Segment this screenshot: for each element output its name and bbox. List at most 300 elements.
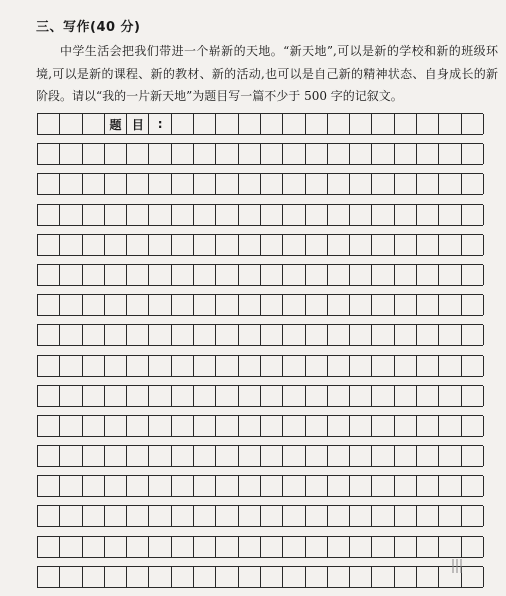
writing-cell[interactable] [350, 446, 372, 466]
writing-cell[interactable] [261, 506, 283, 526]
writing-cell[interactable] [283, 446, 305, 466]
writing-cell[interactable] [439, 174, 461, 194]
writing-cell[interactable] [328, 205, 350, 225]
writing-cell[interactable] [105, 506, 127, 526]
writing-cell[interactable] [60, 416, 82, 436]
writing-cell[interactable] [306, 114, 328, 134]
writing-cell[interactable] [127, 235, 149, 255]
writing-cell[interactable] [83, 356, 105, 376]
writing-cell[interactable] [127, 205, 149, 225]
writing-cell[interactable] [372, 144, 394, 164]
writing-cell[interactable] [395, 416, 417, 436]
writing-cell[interactable] [38, 235, 60, 255]
writing-cell[interactable] [149, 506, 171, 526]
writing-cell[interactable] [172, 114, 194, 134]
writing-cell[interactable] [372, 386, 394, 406]
writing-cell[interactable] [328, 174, 350, 194]
writing-cell[interactable] [417, 356, 439, 376]
writing-cell[interactable] [350, 174, 372, 194]
writing-cell[interactable] [283, 356, 305, 376]
writing-cell[interactable] [216, 265, 238, 285]
writing-cell[interactable] [194, 114, 216, 134]
writing-cell[interactable] [38, 144, 60, 164]
writing-cell[interactable] [60, 567, 82, 587]
writing-cell[interactable] [306, 356, 328, 376]
writing-cell[interactable] [350, 416, 372, 436]
writing-cell[interactable] [328, 506, 350, 526]
writing-cell[interactable] [105, 386, 127, 406]
writing-cell[interactable] [417, 325, 439, 345]
writing-cell[interactable] [283, 295, 305, 315]
writing-cell[interactable] [372, 325, 394, 345]
writing-cell[interactable] [83, 174, 105, 194]
writing-cell[interactable] [172, 265, 194, 285]
writing-cell[interactable] [149, 476, 171, 496]
writing-cell[interactable] [83, 325, 105, 345]
writing-cell[interactable] [328, 235, 350, 255]
writing-cell[interactable] [172, 174, 194, 194]
writing-cell[interactable] [372, 537, 394, 557]
writing-cell[interactable] [261, 446, 283, 466]
writing-cell[interactable] [83, 416, 105, 436]
writing-cell[interactable] [462, 356, 484, 376]
writing-cell[interactable] [239, 356, 261, 376]
writing-cell[interactable] [283, 114, 305, 134]
writing-cell[interactable] [462, 537, 484, 557]
writing-cell[interactable] [60, 446, 82, 466]
writing-cell[interactable] [372, 205, 394, 225]
writing-cell[interactable] [417, 295, 439, 315]
writing-cell[interactable] [172, 356, 194, 376]
writing-cell[interactable] [439, 114, 461, 134]
writing-cell[interactable] [239, 416, 261, 436]
writing-cell[interactable] [328, 295, 350, 315]
writing-cell[interactable] [395, 295, 417, 315]
writing-cell[interactable] [395, 567, 417, 587]
writing-cell[interactable] [462, 325, 484, 345]
writing-cell[interactable] [417, 537, 439, 557]
writing-cell[interactable] [306, 416, 328, 436]
writing-cell[interactable] [216, 174, 238, 194]
writing-cell[interactable] [372, 446, 394, 466]
writing-cell[interactable] [105, 325, 127, 345]
writing-cell[interactable] [328, 476, 350, 496]
writing-cell[interactable] [194, 476, 216, 496]
writing-cell[interactable] [372, 235, 394, 255]
writing-cell[interactable] [283, 386, 305, 406]
writing-cell[interactable] [194, 325, 216, 345]
writing-cell[interactable] [306, 295, 328, 315]
writing-cell[interactable] [283, 416, 305, 436]
writing-cell[interactable] [350, 567, 372, 587]
writing-cell[interactable] [149, 205, 171, 225]
writing-cell[interactable] [372, 265, 394, 285]
writing-cell[interactable] [149, 386, 171, 406]
writing-cell[interactable] [127, 537, 149, 557]
writing-cell[interactable] [216, 537, 238, 557]
writing-cell[interactable] [149, 235, 171, 255]
writing-cell[interactable] [194, 235, 216, 255]
writing-cell[interactable] [283, 325, 305, 345]
writing-cell[interactable] [60, 295, 82, 315]
writing-cell[interactable] [372, 567, 394, 587]
writing-cell[interactable] [172, 506, 194, 526]
writing-cell[interactable] [194, 386, 216, 406]
writing-cell[interactable] [216, 205, 238, 225]
writing-cell[interactable] [239, 506, 261, 526]
title-label-cell[interactable]: 题 [105, 114, 127, 134]
writing-cell[interactable] [194, 446, 216, 466]
writing-cell[interactable] [417, 174, 439, 194]
writing-cell[interactable] [283, 567, 305, 587]
writing-cell[interactable] [38, 446, 60, 466]
writing-cell[interactable] [261, 235, 283, 255]
writing-cell[interactable] [127, 386, 149, 406]
writing-cell[interactable] [283, 476, 305, 496]
writing-cell[interactable] [462, 235, 484, 255]
writing-cell[interactable] [328, 567, 350, 587]
title-label-cell[interactable]: 目 [127, 114, 149, 134]
writing-cell[interactable] [83, 386, 105, 406]
writing-cell[interactable] [60, 114, 82, 134]
writing-cell[interactable] [194, 174, 216, 194]
writing-cell[interactable] [194, 295, 216, 315]
writing-cell[interactable] [149, 416, 171, 436]
writing-cell[interactable] [83, 295, 105, 315]
writing-cell[interactable] [216, 567, 238, 587]
writing-cell[interactable] [328, 325, 350, 345]
writing-cell[interactable] [38, 174, 60, 194]
writing-cell[interactable] [417, 265, 439, 285]
writing-cell[interactable] [105, 174, 127, 194]
writing-cell[interactable] [261, 476, 283, 496]
writing-cell[interactable] [283, 506, 305, 526]
writing-cell[interactable] [306, 537, 328, 557]
writing-cell[interactable] [60, 205, 82, 225]
writing-cell[interactable] [149, 265, 171, 285]
writing-cell[interactable] [283, 144, 305, 164]
writing-cell[interactable] [127, 356, 149, 376]
writing-cell[interactable] [417, 144, 439, 164]
writing-cell[interactable] [105, 144, 127, 164]
writing-cell[interactable] [149, 537, 171, 557]
writing-cell[interactable] [350, 537, 372, 557]
writing-cell[interactable] [328, 416, 350, 436]
writing-cell[interactable] [216, 476, 238, 496]
writing-cell[interactable] [239, 235, 261, 255]
writing-cell[interactable] [194, 144, 216, 164]
writing-cell[interactable] [350, 235, 372, 255]
writing-cell[interactable] [172, 205, 194, 225]
writing-cell[interactable] [239, 386, 261, 406]
writing-cell[interactable] [127, 446, 149, 466]
writing-cell[interactable] [60, 235, 82, 255]
writing-cell[interactable] [127, 567, 149, 587]
writing-cell[interactable] [216, 446, 238, 466]
writing-cell[interactable] [60, 356, 82, 376]
writing-cell[interactable] [306, 174, 328, 194]
writing-cell[interactable] [105, 416, 127, 436]
writing-cell[interactable] [38, 325, 60, 345]
writing-cell[interactable] [239, 476, 261, 496]
writing-cell[interactable] [417, 386, 439, 406]
writing-cell[interactable] [239, 174, 261, 194]
writing-cell[interactable] [216, 114, 238, 134]
writing-cell[interactable] [328, 265, 350, 285]
writing-cell[interactable] [306, 235, 328, 255]
writing-cell[interactable] [306, 325, 328, 345]
writing-cell[interactable] [462, 506, 484, 526]
writing-cell[interactable] [439, 265, 461, 285]
writing-cell[interactable] [372, 114, 394, 134]
writing-cell[interactable] [462, 386, 484, 406]
writing-cell[interactable] [38, 265, 60, 285]
title-label-cell[interactable]: : [149, 114, 171, 134]
writing-cell[interactable] [306, 506, 328, 526]
writing-cell[interactable] [83, 144, 105, 164]
writing-cell[interactable] [194, 356, 216, 376]
writing-cell[interactable] [83, 114, 105, 134]
writing-cell[interactable] [417, 446, 439, 466]
writing-cell[interactable] [283, 537, 305, 557]
writing-cell[interactable] [395, 325, 417, 345]
writing-cell[interactable] [239, 114, 261, 134]
writing-cell[interactable] [283, 265, 305, 285]
writing-cell[interactable] [261, 114, 283, 134]
writing-cell[interactable] [395, 114, 417, 134]
writing-cell[interactable] [105, 567, 127, 587]
writing-cell[interactable] [328, 537, 350, 557]
writing-cell[interactable] [439, 416, 461, 436]
writing-cell[interactable] [83, 265, 105, 285]
writing-cell[interactable] [261, 205, 283, 225]
writing-cell[interactable] [194, 416, 216, 436]
writing-cell[interactable] [216, 386, 238, 406]
writing-cell[interactable] [38, 295, 60, 315]
writing-cell[interactable] [83, 205, 105, 225]
writing-cell[interactable] [350, 506, 372, 526]
writing-cell[interactable] [38, 537, 60, 557]
writing-cell[interactable] [172, 476, 194, 496]
writing-cell[interactable] [462, 174, 484, 194]
writing-cell[interactable] [239, 325, 261, 345]
writing-cell[interactable] [306, 386, 328, 406]
writing-cell[interactable] [372, 416, 394, 436]
writing-cell[interactable] [261, 325, 283, 345]
writing-cell[interactable] [127, 144, 149, 164]
writing-cell[interactable] [462, 265, 484, 285]
writing-cell[interactable] [462, 295, 484, 315]
writing-cell[interactable] [149, 356, 171, 376]
writing-cell[interactable] [127, 295, 149, 315]
writing-cell[interactable] [38, 356, 60, 376]
writing-cell[interactable] [38, 205, 60, 225]
writing-cell[interactable] [350, 356, 372, 376]
writing-cell[interactable] [328, 144, 350, 164]
writing-cell[interactable] [83, 446, 105, 466]
writing-cell[interactable] [395, 174, 417, 194]
writing-cell[interactable] [194, 205, 216, 225]
writing-cell[interactable] [216, 235, 238, 255]
writing-cell[interactable] [127, 416, 149, 436]
writing-cell[interactable] [462, 446, 484, 466]
writing-cell[interactable] [149, 567, 171, 587]
writing-cell[interactable] [60, 506, 82, 526]
writing-cell[interactable] [172, 295, 194, 315]
writing-cell[interactable] [172, 325, 194, 345]
writing-cell[interactable] [328, 356, 350, 376]
writing-cell[interactable] [283, 205, 305, 225]
writing-cell[interactable] [328, 114, 350, 134]
writing-cell[interactable] [417, 235, 439, 255]
writing-cell[interactable] [83, 235, 105, 255]
writing-cell[interactable] [417, 416, 439, 436]
writing-cell[interactable] [127, 325, 149, 345]
writing-cell[interactable] [127, 476, 149, 496]
writing-cell[interactable] [60, 537, 82, 557]
writing-cell[interactable] [350, 325, 372, 345]
writing-cell[interactable] [395, 537, 417, 557]
writing-cell[interactable] [216, 506, 238, 526]
writing-cell[interactable] [38, 476, 60, 496]
writing-cell[interactable] [372, 476, 394, 496]
writing-cell[interactable] [306, 144, 328, 164]
writing-cell[interactable] [127, 265, 149, 285]
writing-cell[interactable] [105, 235, 127, 255]
writing-cell[interactable] [239, 205, 261, 225]
writing-cell[interactable] [216, 144, 238, 164]
writing-cell[interactable] [127, 174, 149, 194]
writing-cell[interactable] [261, 416, 283, 436]
writing-cell[interactable] [306, 265, 328, 285]
writing-cell[interactable] [261, 537, 283, 557]
writing-cell[interactable] [239, 265, 261, 285]
writing-cell[interactable] [261, 265, 283, 285]
writing-cell[interactable] [395, 235, 417, 255]
writing-cell[interactable] [38, 506, 60, 526]
writing-cell[interactable] [439, 386, 461, 406]
writing-cell[interactable] [83, 537, 105, 557]
writing-cell[interactable] [105, 205, 127, 225]
writing-cell[interactable] [372, 295, 394, 315]
writing-cell[interactable] [105, 476, 127, 496]
writing-cell[interactable] [395, 144, 417, 164]
writing-cell[interactable] [172, 416, 194, 436]
writing-cell[interactable] [149, 295, 171, 315]
writing-cell[interactable] [239, 567, 261, 587]
writing-cell[interactable] [261, 356, 283, 376]
writing-cell[interactable] [60, 144, 82, 164]
writing-cell[interactable] [372, 174, 394, 194]
writing-cell[interactable] [372, 356, 394, 376]
writing-cell[interactable] [172, 446, 194, 466]
writing-cell[interactable] [172, 235, 194, 255]
writing-cell[interactable] [439, 506, 461, 526]
writing-cell[interactable] [194, 537, 216, 557]
writing-cell[interactable] [105, 265, 127, 285]
writing-cell[interactable] [261, 174, 283, 194]
writing-cell[interactable] [261, 295, 283, 315]
writing-cell[interactable] [105, 356, 127, 376]
writing-cell[interactable] [439, 325, 461, 345]
writing-cell[interactable] [172, 567, 194, 587]
writing-cell[interactable] [350, 144, 372, 164]
writing-cell[interactable] [60, 386, 82, 406]
writing-cell[interactable] [462, 144, 484, 164]
writing-cell[interactable] [261, 567, 283, 587]
writing-cell[interactable] [149, 174, 171, 194]
writing-cell[interactable] [439, 446, 461, 466]
writing-cell[interactable] [149, 144, 171, 164]
writing-cell[interactable] [462, 114, 484, 134]
writing-cell[interactable] [105, 537, 127, 557]
writing-cell[interactable] [172, 537, 194, 557]
writing-cell[interactable] [283, 235, 305, 255]
writing-cell[interactable] [439, 356, 461, 376]
writing-cell[interactable] [350, 205, 372, 225]
writing-cell[interactable] [38, 416, 60, 436]
writing-cell[interactable] [439, 144, 461, 164]
writing-cell[interactable] [239, 144, 261, 164]
writing-cell[interactable] [395, 386, 417, 406]
writing-cell[interactable] [462, 416, 484, 436]
writing-cell[interactable] [194, 265, 216, 285]
writing-cell[interactable] [395, 205, 417, 225]
writing-cell[interactable] [328, 386, 350, 406]
writing-cell[interactable] [105, 295, 127, 315]
writing-cell[interactable] [417, 567, 439, 587]
writing-cell[interactable] [83, 476, 105, 496]
writing-cell[interactable] [261, 144, 283, 164]
writing-cell[interactable] [395, 506, 417, 526]
writing-cell[interactable] [216, 356, 238, 376]
writing-cell[interactable] [261, 386, 283, 406]
writing-cell[interactable] [127, 506, 149, 526]
writing-cell[interactable] [350, 476, 372, 496]
writing-cell[interactable] [417, 205, 439, 225]
writing-cell[interactable] [395, 446, 417, 466]
writing-cell[interactable] [216, 325, 238, 345]
writing-cell[interactable] [239, 446, 261, 466]
writing-cell[interactable] [417, 476, 439, 496]
writing-cell[interactable] [417, 506, 439, 526]
writing-cell[interactable] [194, 506, 216, 526]
writing-cell[interactable] [395, 265, 417, 285]
writing-cell[interactable] [306, 205, 328, 225]
writing-cell[interactable] [216, 295, 238, 315]
writing-cell[interactable] [38, 386, 60, 406]
writing-cell[interactable] [60, 174, 82, 194]
writing-cell[interactable] [462, 567, 484, 587]
writing-cell[interactable] [439, 205, 461, 225]
writing-cell[interactable] [350, 265, 372, 285]
writing-cell[interactable] [439, 476, 461, 496]
writing-cell[interactable] [350, 114, 372, 134]
writing-cell[interactable] [60, 476, 82, 496]
writing-cell[interactable] [439, 537, 461, 557]
writing-cell[interactable] [172, 386, 194, 406]
writing-cell[interactable] [216, 416, 238, 436]
writing-cell[interactable] [60, 325, 82, 345]
writing-cell[interactable] [306, 446, 328, 466]
writing-cell[interactable] [328, 446, 350, 466]
writing-cell[interactable] [395, 476, 417, 496]
writing-cell[interactable] [306, 476, 328, 496]
writing-cell[interactable] [283, 174, 305, 194]
writing-cell[interactable] [239, 537, 261, 557]
writing-cell[interactable] [350, 386, 372, 406]
writing-cell[interactable] [149, 446, 171, 466]
